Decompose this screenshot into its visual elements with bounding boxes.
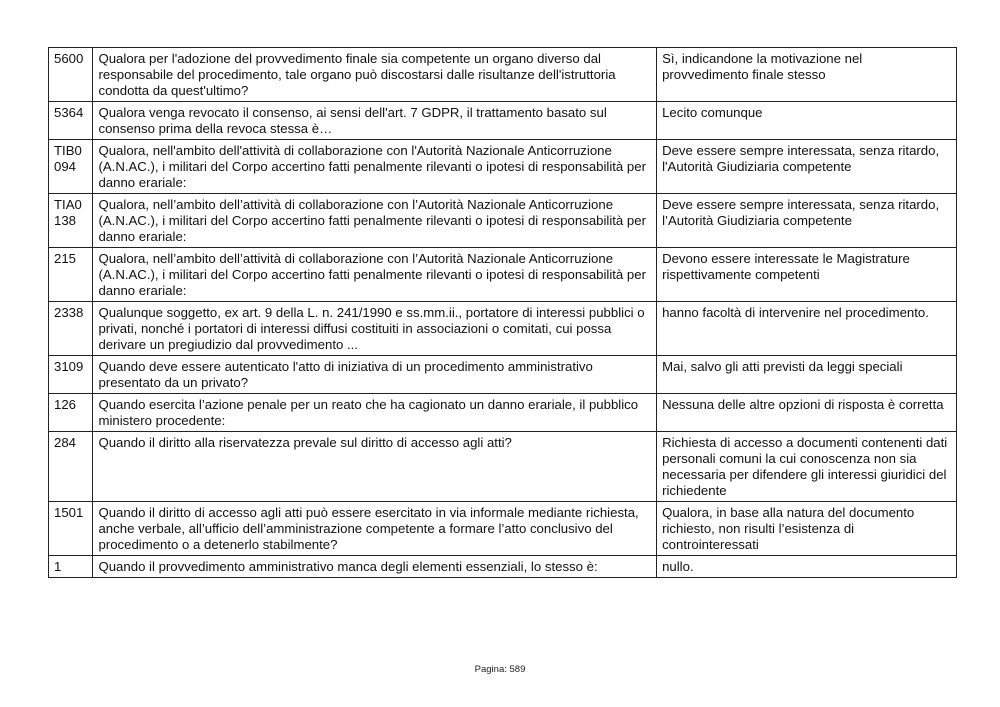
question-cell: Qualora, nell’ambito dell’attività di collaborazione con l’Autorità Nazionale Anticorruzione (A.N.AC.), i militari del Corpo accertino fatti penalmente rilevanti o ipotesi di responsabilità per danno erariale: [93, 248, 657, 302]
answer-cell: Lecito comunque [657, 102, 957, 140]
table-row [49, 102, 957, 140]
answer-cell: nullo. [657, 556, 957, 578]
row-id-cell: 1501 [49, 502, 93, 556]
answer-cell: Sì, indicandone la motivazione nel provvedimento finale stesso [657, 48, 957, 102]
question-cell: Qualora venga revocato il consenso, ai sensi dell'art. 7 GDPR, il trattamento basato sul consenso prima della revoca stessa è… [93, 102, 657, 140]
row-id-cell: 1 [49, 556, 93, 578]
table-row [49, 140, 957, 194]
question-cell: Qualora, nell’ambito dell’attività di collaborazione con l’Autorità Nazionale Anticorruzione (A.N.AC.), i militari del Corpo accertino fatti penalmente rilevanti o ipotesi di responsabilità per danno erariale: [93, 194, 657, 248]
table-row [49, 48, 957, 102]
row-id-cell: 3109 [49, 356, 93, 394]
answer-cell: Nessuna delle altre opzioni di risposta è corretta [657, 394, 957, 432]
row-id-cell: TIB0094 [49, 140, 93, 194]
table-row [49, 356, 957, 394]
table-row [49, 248, 957, 302]
page-number: Pagina: 589 [474, 664, 526, 675]
table-row [49, 432, 957, 502]
row-id-cell: 126 [49, 394, 93, 432]
question-cell: Quando il diritto alla riservatezza prevale sul diritto di accesso agli atti? [93, 432, 657, 502]
answer-cell: Richiesta di accesso a documenti contenenti dati personali comuni la cui conoscenza non sia necessaria per difendere gli interessi giuridici del richiedente [657, 432, 957, 502]
answer-cell: Deve essere sempre interessata, senza ritardo, l’Autorità Giudiziaria competente [657, 194, 957, 248]
answer-cell: Mai, salvo gli atti previsti da leggi speciali [657, 356, 957, 394]
row-id-cell: 5364 [49, 102, 93, 140]
row-id-cell: 5600 [49, 48, 93, 102]
question-cell: Qualora per l'adozione del provvedimento finale sia competente un organo diverso dal responsabile del procedimento, tale organo può discostarsi dalle risultanze dell'istruttoria condotta da quest'ultimo? [93, 48, 657, 102]
question-cell: Quando esercita l’azione penale per un reato che ha cagionato un danno erariale, il pubblico ministero procedente: [93, 394, 657, 432]
answer-cell: Deve essere sempre interessata, senza ritardo, l'Autorità Giudiziaria competente [657, 140, 957, 194]
row-id-cell: 215 [49, 248, 93, 302]
question-cell: Qualora, nell'ambito dell'attività di collaborazione con l'Autorità Nazionale Anticorruzione (A.N.AC.), i militari del Corpo accertino fatti penalmente rilevanti o ipotesi di responsabilità per danno erariale: [93, 140, 657, 194]
table-row [49, 502, 957, 556]
answer-cell: hanno facoltà di intervenire nel procedimento. [657, 302, 957, 356]
table-row [49, 194, 957, 248]
table-row [49, 394, 957, 432]
table-row [49, 556, 957, 578]
question-cell: Quando il diritto di accesso agli atti può essere esercitato in via informale mediante richiesta, anche verbale, all’ufficio dell’amministrazione competente a formare l’atto conclusivo del procedimento o a detenerlo stabilmente? [93, 502, 657, 556]
answer-cell: Devono essere interessate le Magistrature rispettivamente competenti [657, 248, 957, 302]
row-id-cell: TIA0138 [49, 194, 93, 248]
question-cell: Qualunque soggetto, ex art. 9 della L. n. 241/1990 e ss.mm.ii., portatore di interessi pubblici o privati, nonché i portatori di interessi diffusi costituiti in associazioni o comitati, cui possa derivare un pregiudizio dal provvedimento ... [93, 302, 657, 356]
question-cell: Quando il provvedimento amministrativo manca degli elementi essenziali, lo stesso è: [93, 556, 657, 578]
questions-table [48, 47, 957, 578]
row-id-cell: 284 [49, 432, 93, 502]
answer-cell: Qualora, in base alla natura del documento richiesto, non risulti l’esistenza di controinteressati [657, 502, 957, 556]
question-cell: Quando deve essere autenticato l'atto di iniziativa di un procedimento amministrativo presentato da un privato? [93, 356, 657, 394]
table-row [49, 302, 957, 356]
row-id-cell: 2338 [49, 302, 93, 356]
